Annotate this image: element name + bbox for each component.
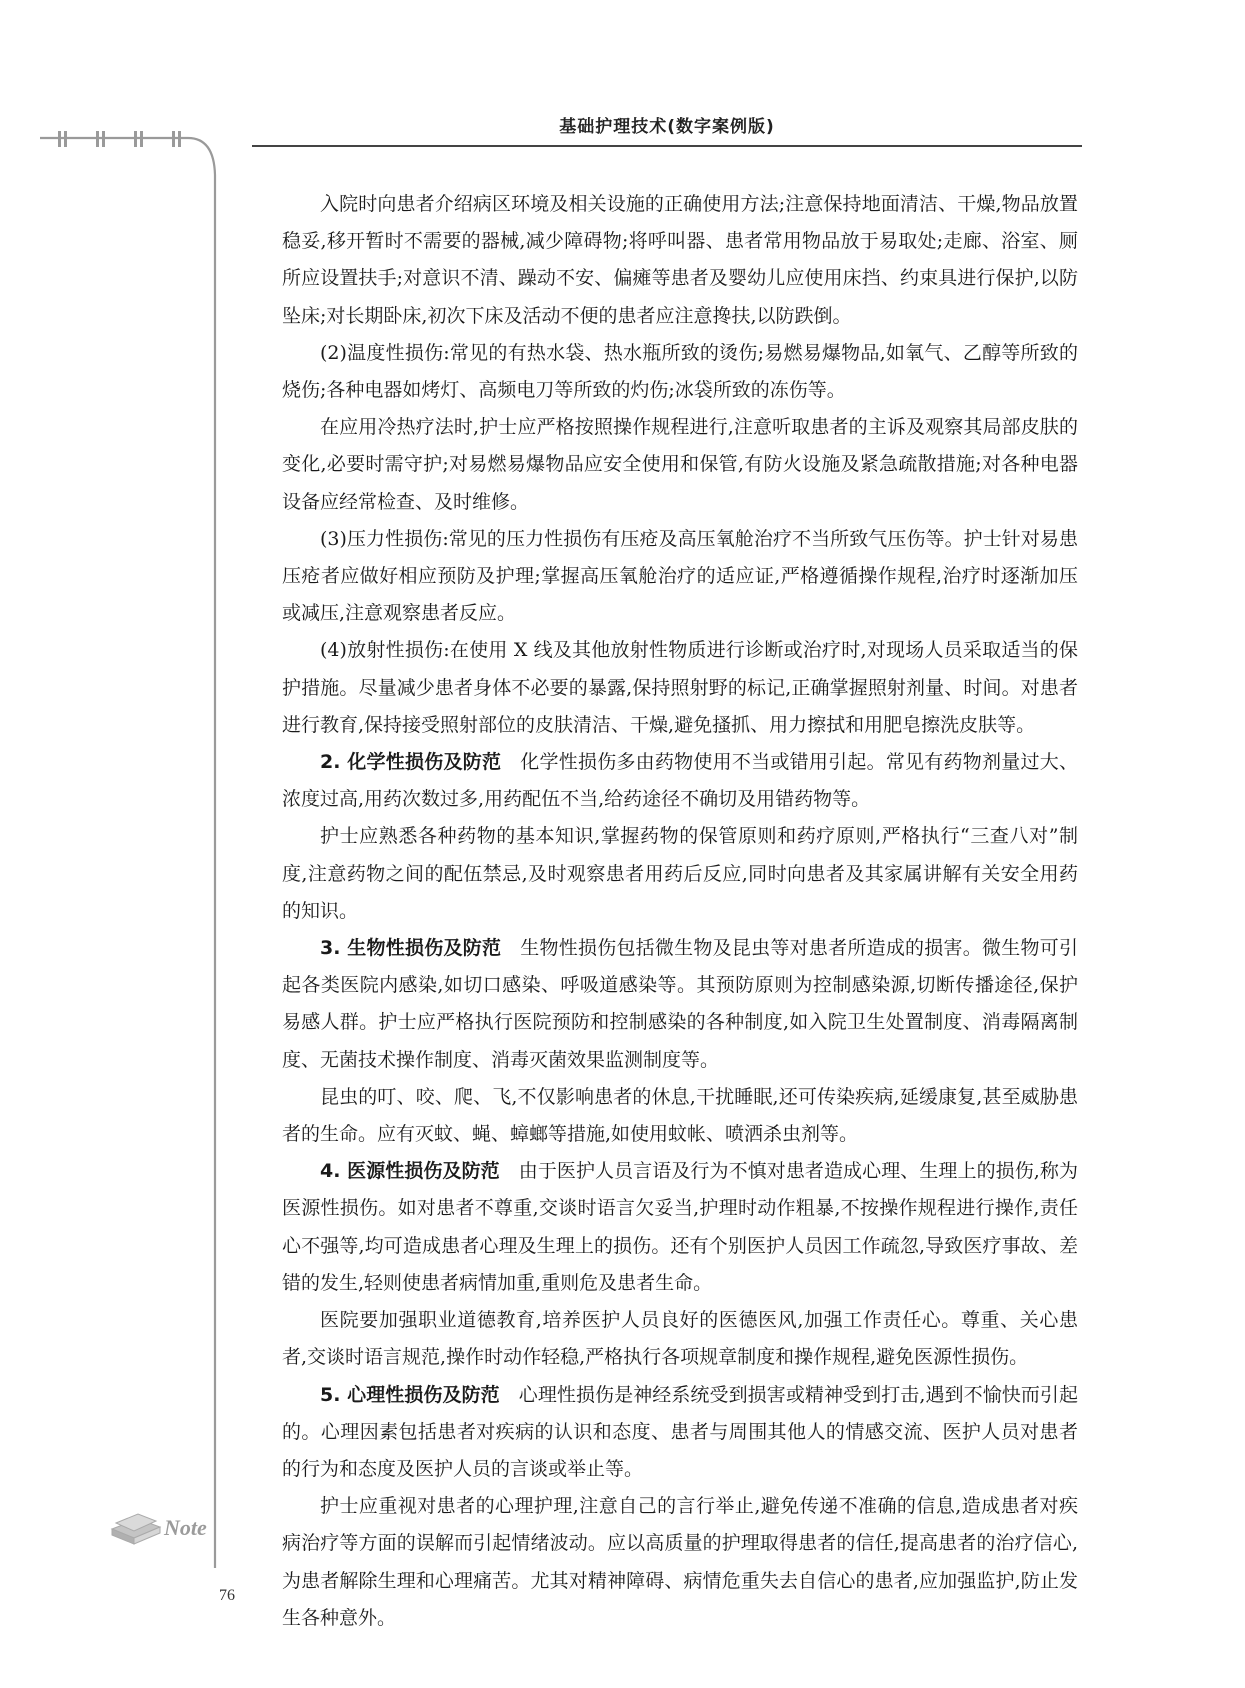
section-heading: 3. 生物性损伤及防范 bbox=[320, 937, 502, 960]
margin-decoration bbox=[0, 0, 252, 1688]
paragraph: 入院时向患者介绍病区环境及相关设施的正确使用方法;注意保持地面清洁、干燥,物品放置稳妥,移开暂时不需要的器械,减少障碍物;将呼叫器、患者常用物品放于易取处;走廊、浴室、厕所应设置扶手;对意识不清、躁动不安、偏瘫等患者及婴幼儿应使用床挡、约束具进行保护,以防坠床;对长期卧床,初次下床及活动不便的患者应注意搀扶,以防跌倒。 bbox=[282, 193, 1078, 327]
note-logo-text: Note bbox=[164, 1515, 207, 1540]
paragraph: 在应用冷热疗法时,护士应严格按照操作规程进行,注意听取患者的主诉及观察其局部皮肤的变化,必要时需守护;对易燃易爆物品应安全使用和保管,有防火设施及紧急疏散措施;对各种电器设备应经常检查、及时维修。 bbox=[282, 416, 1078, 513]
paragraph: 医院要加强职业道德教育,培养医护人员良好的医德医风,加强工作责任心。尊重、关心患者,交谈时语言规范,操作时动作轻稳,严格执行各项规章制度和操作规程,避免医源性损伤。 bbox=[282, 1309, 1078, 1369]
note-logo bbox=[108, 1505, 223, 1550]
paragraph: (2)温度性损伤:常见的有热水袋、热水瓶所致的烫伤;易燃易爆物品,如氧气、乙醇等所致的烧伤;各种电器如烤灯、高频电刀等所致的灼伤;冰袋所致的冻伤等。 bbox=[282, 341, 1078, 402]
paragraph: 护士应熟悉各种药物的基本知识,掌握药物的保管原则和药疗原则,严格执行“三查八对”制度,注意药物之间的配伍禁忌,及时观察患者用药后反应,同时向患者及其家属讲解有关安全用药的知识。 bbox=[282, 825, 1078, 922]
paragraph: 5. 心理性损伤及防范 心理性损伤是神经系统受到损害或精神受到打击,遇到不愉快而引起的。心理因素包括患者对疾病的认识和态度、患者与周围其他人的情感交流、医护人员对患者的行为和态度及医护人员的言谈或举止等。 bbox=[282, 1383, 1078, 1480]
paragraph: 昆虫的叮、咬、爬、飞,不仅影响患者的休息,干扰睡眠,还可传染疾病,延缓康复,甚至威胁患者的生命。应有灭蚊、蝇、蟑螂等措施,如使用蚊帐、喷洒杀虫剂等。 bbox=[282, 1085, 1078, 1146]
paragraph: 2. 化学性损伤及防范 化学性损伤多由药物使用不当或错用引起。常见有药物剂量过大、浓度过高,用药次数过多,用药配伍不当,给药途径不确切及用错药物等。 bbox=[282, 751, 1078, 811]
section-heading: 5. 心理性损伤及防范 bbox=[320, 1383, 500, 1406]
paragraph: (3)压力性损伤:常见的压力性损伤有压疮及高压氧舱治疗不当所致气压伤等。护士针对易患压疮者应做好相应预防及护理;掌握高压氧舱治疗的适应证,严格遵循操作规程,治疗时逐渐加压或减压,注意观察患者反应。 bbox=[282, 527, 1078, 625]
paragraph: 3. 生物性损伤及防范 生物性损伤包括微生物及昆虫等对患者所造成的损害。微生物可引起各类医院内感染,如切口感染、呼吸道感染等。其预防原则为控制感染源,切断传播途径,保护易感人群。护士应严格执行医院预防和控制感染的各种制度,如入院卫生处置制度、消毒隔离制度、无菌技术操作制度、消毒灭菌效果监测制度等。 bbox=[282, 937, 1078, 1071]
paragraph: 4. 医源性损伤及防范 由于医护人员言语及行为不慎对患者造成心理、生理上的损伤,称为医源性损伤。如对患者不尊重,交谈时语言欠妥当,护理时动作粗暴,不按操作规程进行操作,责任心不强等,均可造成患者心理及生理上的损伤。还有个别医护人员因工作疏忽,导致医疗事故、差错的发生,轻则使患者病情加重,重则危及患者生命。 bbox=[282, 1160, 1078, 1294]
running-header-title: 基础护理技术(数字案例版) bbox=[559, 117, 775, 137]
body-text bbox=[282, 186, 1078, 1637]
paragraph: (4)放射性损伤:在使用 X 线及其他放射性物质进行诊断或治疗时,对现场人员采取适当的保护措施。尽量减少患者身体不必要的暴露,保持照射野的标记,正确掌握照射剂量、时间。对患者进行教育,保持接受照射部位的皮肤清洁、干燥,避免搔抓、用力擦拭和用肥皂擦洗皮肤等。 bbox=[282, 639, 1078, 736]
page-number: 76 bbox=[219, 1587, 235, 1604]
section-heading: 4. 医源性损伤及防范 bbox=[320, 1160, 500, 1183]
paragraph: 护士应重视对患者的心理护理,注意自己的言行举止,避免传递不准确的信息,造成患者对疾病治疗等方面的误解而引起情绪波动。应以高质量的护理取得患者的信任,提高患者的治疗信心,为患者解除生理和心理痛苦。尤其对精神障碍、病情危重失去自信心的患者,应加强监护,防止发生各种意外。 bbox=[282, 1495, 1078, 1629]
header-rule bbox=[252, 145, 1082, 147]
section-heading: 2. 化学性损伤及防范 bbox=[320, 751, 502, 774]
book-icon bbox=[112, 1514, 160, 1544]
